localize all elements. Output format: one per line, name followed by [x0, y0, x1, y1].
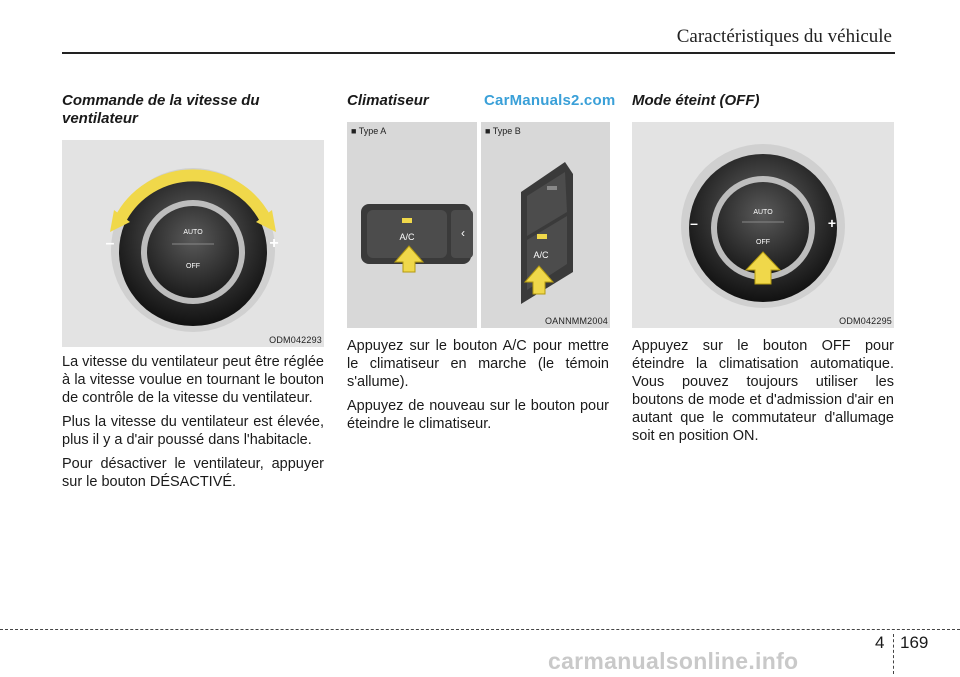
- knob-off-label: OFF: [756, 239, 770, 246]
- ac-button-label: A/C: [399, 232, 415, 242]
- footer-rule: [0, 629, 960, 630]
- ac-type-b-illustration: [481, 122, 610, 328]
- off-mode-knob-figure: [632, 122, 894, 328]
- minus-icon: –: [105, 235, 115, 252]
- section-fan-speed: [62, 92, 324, 138]
- plus-icon: +: [269, 235, 279, 252]
- paragraph: Appuyez sur le bouton OFF pour éteindre la climatisation automatique. Vous pouvez toujours utiliser les boutons de mode et d'admission d'air en autant que le commutateur d'allumage soit en position ON.: [632, 338, 894, 444]
- ac-button-label: A/C: [533, 250, 549, 260]
- page-header-title: Caractéristiques du véhicule: [676, 26, 892, 47]
- section-off-mode: [632, 92, 894, 120]
- off-knob-illustration: [632, 122, 894, 328]
- paragraph: Appuyez de nouveau sur le bouton pour éteindre le climatiseur.: [347, 398, 609, 432]
- off-mode-body: [632, 337, 894, 451]
- chapter-number: 4: [875, 633, 885, 652]
- watermark-top: CarManuals2.com: [484, 92, 616, 109]
- fan-speed-body: [62, 353, 324, 497]
- section-title-fan-speed: Commande de la vitesse du ventilateur: [62, 92, 260, 127]
- section-air-conditioner: [347, 92, 609, 120]
- type-a-label: ■ Type A: [351, 126, 387, 136]
- figure-code: ODM042293: [269, 335, 322, 345]
- paragraph: La vitesse du ventilateur peut être réglée à la vitesse voulue en tournant le bouton de contrôle de la vitesse du ventilateur.: [62, 354, 324, 406]
- figure-code: ODM042295: [839, 316, 892, 326]
- paragraph: Pour désactiver le ventilateur, appuyer sur le bouton DÉSACTIVÉ.: [62, 456, 324, 490]
- header-rule: [62, 52, 895, 54]
- section-title-off-mode: Mode éteint (OFF): [632, 92, 760, 109]
- section-title-air-conditioner: Climatiseur: [347, 92, 429, 109]
- ac-type-a-figure: [347, 122, 477, 328]
- fan-knob-illustration: [62, 140, 324, 347]
- knob-auto-label: AUTO: [183, 229, 203, 236]
- air-conditioner-body: [347, 337, 609, 439]
- fan-speed-knob-figure: [62, 140, 324, 347]
- paragraph: Appuyez sur le bouton A/C pour mettre le climatiseur en marche (le témoin s'allume).: [347, 338, 609, 390]
- type-b-label: ■ Type B: [485, 126, 521, 136]
- page-number-separator: [893, 634, 894, 674]
- plus-icon: +: [827, 215, 837, 231]
- chevron-left-icon: ‹: [461, 226, 465, 240]
- ac-type-b-figure: [481, 122, 610, 328]
- watermark-bottom: carmanualsonline.info: [548, 648, 799, 674]
- page-number: 169: [900, 633, 929, 652]
- knob-off-label: OFF: [186, 263, 200, 270]
- figure-code: OANNMM2004: [544, 316, 608, 326]
- minus-icon: –: [690, 215, 698, 231]
- knob-auto-label: AUTO: [753, 209, 773, 216]
- ac-type-a-illustration: [347, 122, 477, 328]
- paragraph: Plus la vitesse du ventilateur est élevée, plus il y a d'air poussé dans l'habitacle.: [62, 414, 324, 448]
